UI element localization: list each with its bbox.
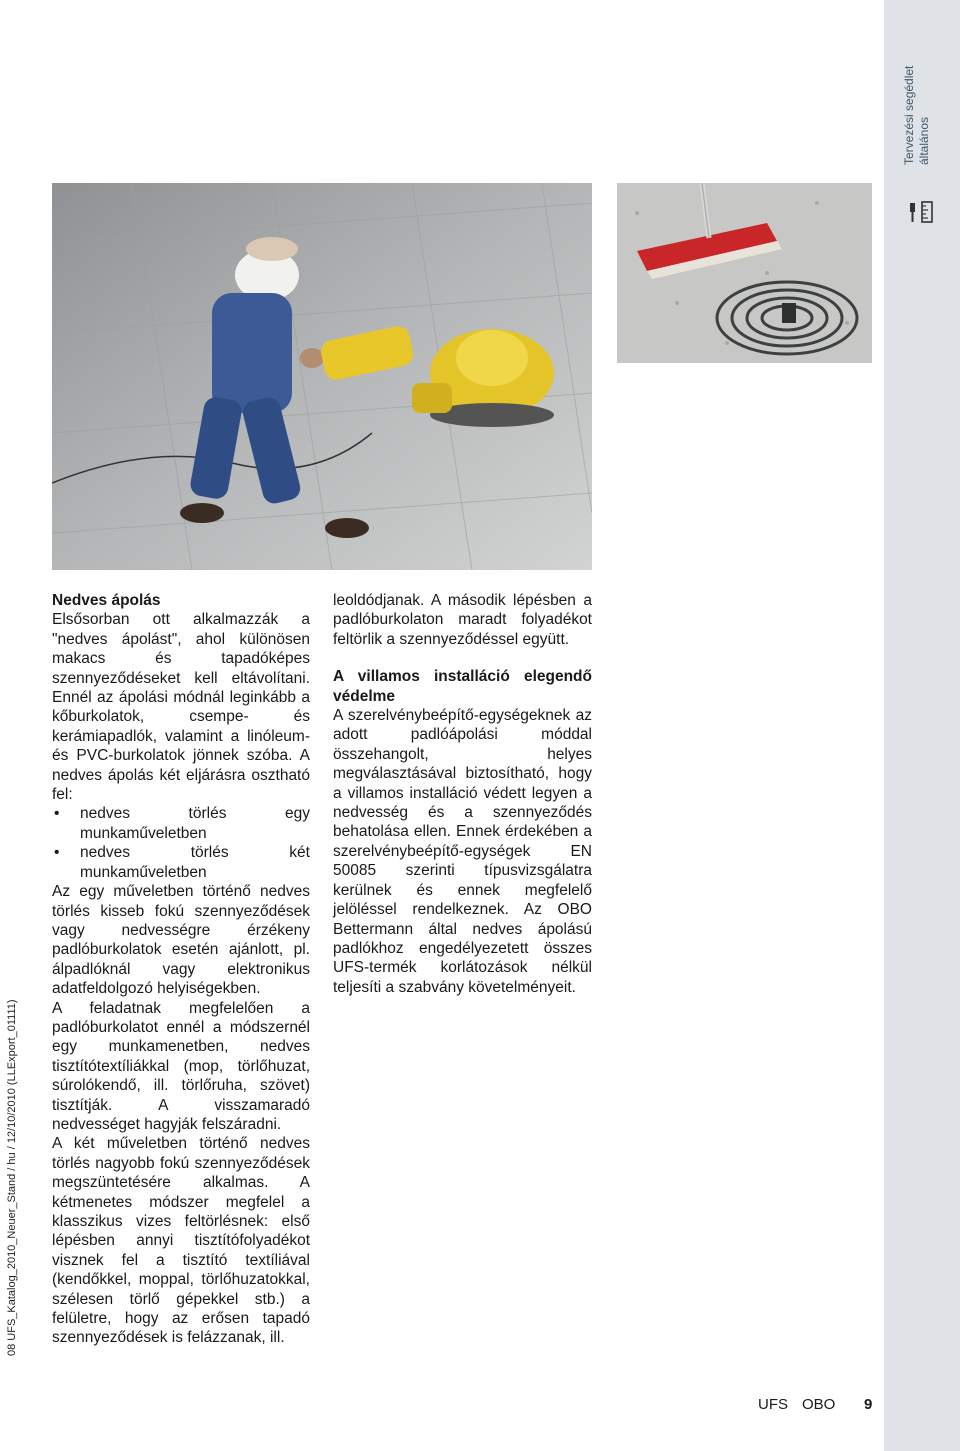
- section-tab-line1: Tervezési segédlet: [902, 65, 916, 165]
- list-item: [52, 804, 310, 843]
- print-info: 08 UFS_Katalog_2010_Neuer_Stand / hu / 12/10/2010 (LLExport_01111): [6, 999, 18, 1356]
- floor-polisher-photo: [52, 183, 592, 570]
- bullet-icon: •: [54, 844, 60, 862]
- paragraph: A feladatnak megfelelően a padlóburkolatot ennél a módszernél egy munkamenetben, nedves tisztítótextíliákkal (mop, törlőhuzat, súrolókendő, ill. törlőruha, szövet) tisztítják. A visszamaradó nedvességet hagyják felszáradni.: [52, 999, 310, 1133]
- page-number: 9: [864, 1396, 873, 1413]
- section-tab-label: [902, 0, 932, 165]
- section-tab-line2: általános: [917, 116, 931, 165]
- left-text-column: [52, 591, 310, 1348]
- paragraph: A szerelvénybeépítő-egységeknek az adott padlóápolási móddal összehangolt, helyes megválasztásával biztosítható, hogy a villamos installáció védett legyen a nedvesség és a szennyeződés behatolása ellen. Ennek érdekében a szerelvénybeépítő-egységek EN 50085 szerinti típusvizsgálatra kerülnek és ennek megfelelő jelöléssel rendelkeznek. Az OBO Bettermann által nedves ápolású padlókhoz engedélyezetett összes UFS-termék korlátozások nélkül teljesíti a szabvány követelményeit.: [333, 707, 592, 996]
- section-heading-electrical-protection: A villamos installáció elegendő védelme: [333, 668, 592, 705]
- list-item-text: nedves törlés két munkaműveletben: [80, 844, 310, 881]
- bullet-list: [52, 804, 310, 882]
- bullet-icon: •: [54, 805, 60, 823]
- paragraph: A két műveletben történő nedves törlés nagyobb fokú szennyeződések megszüntetésére alkalmas. A kétmenetes módszer megfelel a klasszikus vizes feltörlésnek: első lépésben annyi tisztítófolyadékot visznek fel a tisztító textíliával (kendőkkel, moppal, törlőhuzatokkal, szélesen törlő gépekkel stb.) a felületre, hogy az erősen tapadó szennyeződések is felázzanak, ill.: [52, 1135, 310, 1347]
- paragraph: Az egy műveletben történő nedves törlés kisseb fokú szennyeződések vagy nedvességre érzékeny padlóburkolatok esetén ajánlott, pl. álpadlóknál vagy elektronikus adatfeldolgozó helyiségekben.: [52, 883, 310, 998]
- paragraph: leoldódjanak. A második lépésben a padlóburkolaton maradt folyadékot feltörlik a szennyeződéssel együtt.: [333, 592, 592, 648]
- paragraph: Elsősorban ott alkalmazzák a "nedves ápolást", ahol különösen makacs és tapadóképes szennyeződéseket kell eltávolítani. Ennél az ápolási módnál leginkább a kőburkolatok, csempe- és kerámiapadlók, valamint a linóleum- és PVC-burkolatok jönnek szóba. A nedves ápolás két eljárásra osztható fel:: [52, 611, 310, 804]
- list-item: [52, 843, 310, 882]
- footer-brand-obo: OBO: [802, 1396, 836, 1413]
- footer-brand-ufs: UFS: [758, 1396, 788, 1413]
- ruler-screwdriver-icon: [904, 200, 938, 224]
- list-item-text: nedves törlés egy munkaműveletben: [80, 805, 310, 842]
- floor-mop-photo: [617, 183, 872, 363]
- right-text-column: [333, 591, 592, 997]
- section-heading-wet-care: Nedves ápolás: [52, 592, 161, 609]
